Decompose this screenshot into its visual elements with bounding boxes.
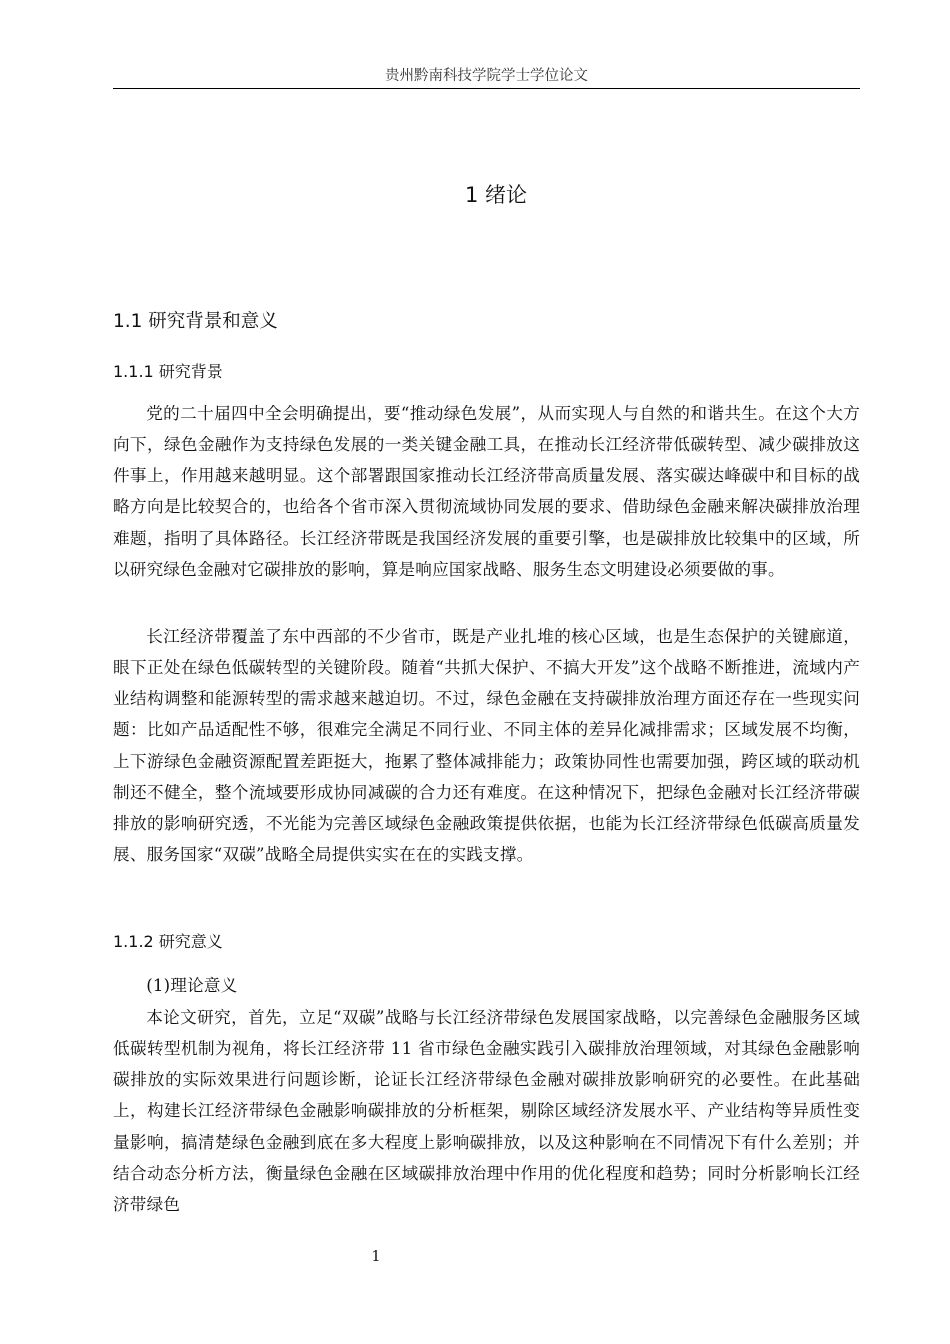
background-paragraph-1: 党的二十届四中全会明确提出，要“推动绿色发展”，从而实现人与自然的和谐共生。在这个大方向下，绿色金融作为支持绿色发展的一类关键金融工具，在推动长江经济带低碳转型、减少碳排放这件事上，作用越来越明显。这个部署跟国家推动长江经济带高质量发展、落实碳达峰碳中和目标的战略方向是比较契合的，也给各个省市深入贯彻流域协同发展的要求、借助绿色金融来解决碳排放治理难题，指明了具体路径。长江经济带既是我国经济发展的重要引擎，也是碳排放比较集中的区域，所以研究绿色金融对它碳排放的影响，算是响应国家战略、服务生态文明建设必须要做的事。: [113, 404, 860, 579]
theory-significance-subheading: (1)理论意义: [146, 976, 238, 995]
background-paragraph-2: 长江经济带覆盖了东中西部的不少省市，既是产业扎堆的核心区域，也是生态保护的关键廊道，眼下正处在绿色低碳转型的关键阶段。随着“共抓大保护、不搞大开发”这个战略不断推进，流域内产业结构调整和能源转型的需求越来越迫切。不过，绿色金融在支持碳排放治理方面还存在一些现实问题：比如产品适配性不够，很难完全满足不同行业、不同主体的差异化减排需求；区域发展不均衡，上下游绿色金融资源配置差距挺大，拖累了整体减排能力；政策协同性也需要加强，跨区域的联动机制还不健全，整个流域要形成协同减碳的合力还有难度。在这种情况下，把绿色金融对长江经济带碳排放的影响研究透，不光能为完善区域绿色金融政策提供依据，也能为长江经济带绿色低碳高质量发展、服务国家“双碳”战略全局提供实实在在的实践支撑。: [113, 627, 860, 865]
page-number: 1: [371, 1249, 381, 1265]
section-heading-1-1-1: 1.1.1 研究背景: [113, 362, 223, 381]
section-heading-1-1: 1.1 研究背景和意义: [113, 311, 278, 332]
section-heading-1-1-2: 1.1.2 研究意义: [113, 932, 223, 951]
chapter-title: 1 绪论: [464, 183, 528, 207]
header-title: 贵州黔南科技学院学士学位论文: [385, 68, 588, 84]
page-header: [113, 64, 860, 89]
significance-paragraph: 本论文研究，首先，立足“双碳”战略与长江经济带绿色发展国家战略，以完善绿色金融服务区域低碳转型机制为视角，将长江经济带 11 省市绿色金融实践引入碳排放治理领域，对其绿色金融影响碳排放的实际效果进行问题诊断，论证长江经济带绿色金融对碳排放影响研究的必要性。在此基础上，构建长江经济带绿色金融影响碳排放的分析框架，剔除区域经济发展水平、产业结构等异质性变量影响，搞清楚绿色金融到底在多大程度上影响碳排放，以及这种影响在不同情况下有什么差别；并结合动态分析方法，衡量绿色金融在区域碳排放治理中作用的优化程度和趋势；同时分析影响长江经济带绿色: [113, 1008, 860, 1214]
